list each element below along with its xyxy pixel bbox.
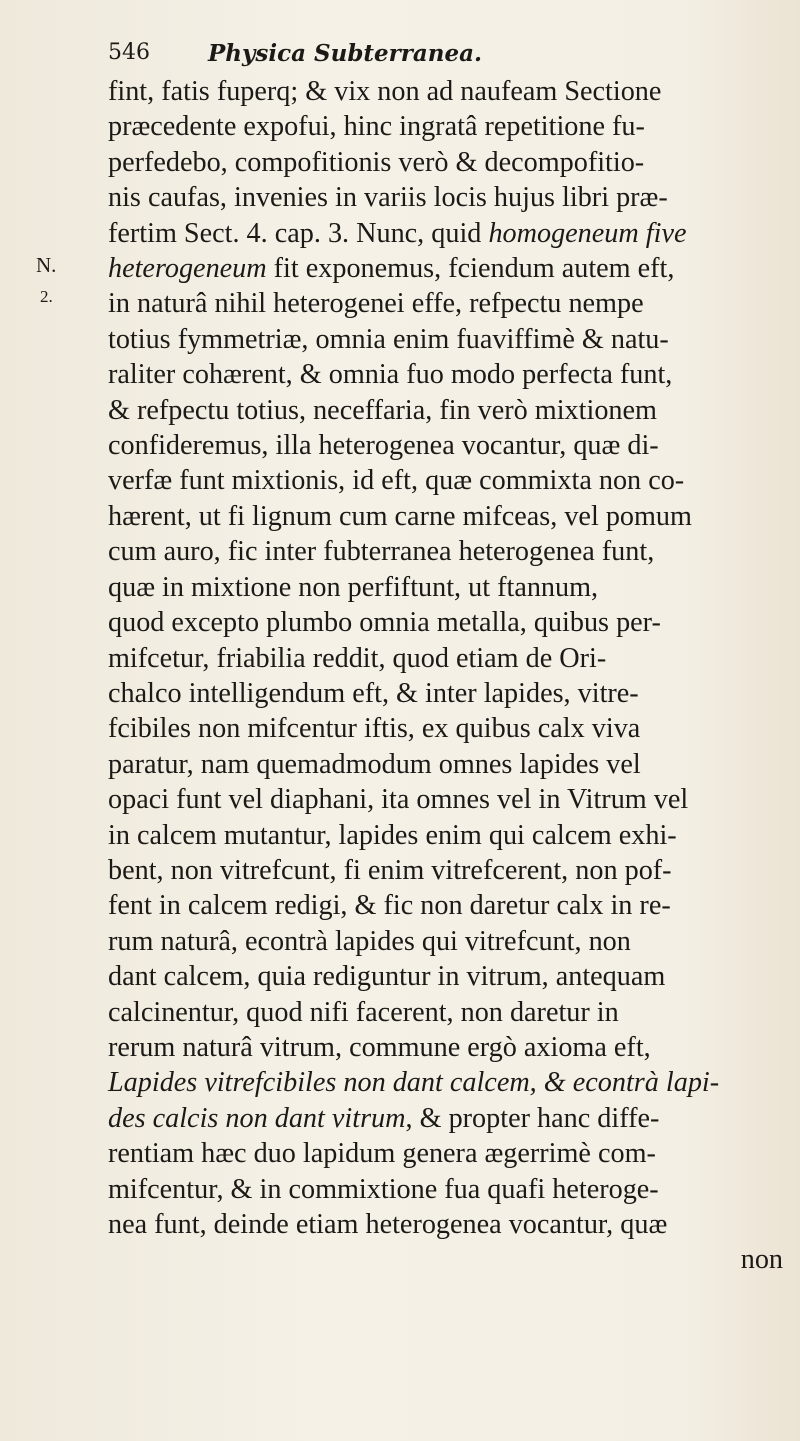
text-line <box>108 1207 783 1242</box>
text-segment: rentiam hæc duo lapidum genera ægerrimè com- <box>108 1138 656 1170</box>
text-segment: perfedebo, compofitionis verò & decompofitio- <box>108 146 645 178</box>
text-line <box>108 322 783 357</box>
text-line <box>108 1030 783 1065</box>
text-line <box>108 109 783 144</box>
italic-text: des calcis non dant vitrum <box>108 1102 406 1134</box>
margin-note: N. <box>36 253 57 277</box>
text-line <box>108 605 783 640</box>
text-line <box>108 1101 783 1136</box>
text-line <box>108 534 783 569</box>
text-line <box>108 357 783 392</box>
text-line <box>108 959 783 994</box>
text-segment: mifcentur, & in commixtione fua quafi heteroge- <box>108 1173 659 1205</box>
text-segment: fint, fatis fuperq; & vix non ad naufeam Sectione <box>108 76 662 107</box>
text-line <box>108 747 783 782</box>
text-segment: bent, non vitrefcunt, fi enim vitrefcerent, non pof- <box>108 854 672 886</box>
running-head: Physica Subterranea. <box>208 40 483 67</box>
italic-text: homogeneum five <box>488 217 687 249</box>
page-header <box>108 40 768 72</box>
text-line <box>108 818 783 853</box>
text-line <box>108 853 783 888</box>
italic-text: heterogeneum <box>108 253 267 285</box>
text-segment: fit exponemus, fciendum autem eft, <box>266 253 675 285</box>
text-line <box>108 995 783 1030</box>
text-line <box>108 393 783 428</box>
text-segment: & refpectu totius, neceffaria, fin verò mixtionem <box>108 394 657 426</box>
text-segment: quæ in mixtione non perfiftunt, ut ftannum, <box>108 571 599 603</box>
text-line <box>108 251 783 286</box>
text-segment: quod excepto plumbo omnia metalla, quibus per- <box>108 607 661 639</box>
text-segment: mifcetur, friabilia reddit, quod etiam de Ori- <box>108 642 607 674</box>
text-segment: rerum naturâ vitrum, commune ergò axioma eft, <box>108 1031 651 1063</box>
text-segment: cum auro, fic inter fubterranea heterogenea funt, <box>108 536 655 568</box>
text-line <box>108 145 783 180</box>
text-line <box>108 782 783 817</box>
text-line <box>108 428 783 463</box>
text-segment: nis caufas, invenies in variis locis hujus libri præ- <box>108 182 668 214</box>
text-line <box>108 924 783 959</box>
text-line <box>108 499 783 534</box>
text-line <box>108 1172 783 1207</box>
text-segment: rum naturâ, econtrà lapides qui vitrefcunt, non <box>108 925 631 957</box>
text-line <box>108 711 783 746</box>
text-segment: hærent, ut fi lignum cum carne mifceas, vel pomum <box>108 500 692 532</box>
text-segment: totius fymmetriæ, omnia enim fuaviffimè & natu- <box>108 323 669 355</box>
text-segment: chalco intelligendum eft, & inter lapides, vitre- <box>108 677 639 709</box>
text-line <box>108 1136 783 1171</box>
text-line <box>108 463 783 498</box>
italic-text: Lapides vitrefcibiles non dant calcem, & econtrà lapi- <box>108 1067 720 1099</box>
text-segment: confideremus, illa heterogenea vocantur, quæ di- <box>108 430 659 462</box>
text-line <box>108 286 783 321</box>
text-segment: fertim Sect. 4. cap. 3. Nunc, quid <box>108 217 489 249</box>
text-segment: raliter cohærent, & omnia fuo modo perfecta funt, <box>108 359 673 391</box>
text-line <box>108 888 783 923</box>
catchword: non <box>740 1244 783 1276</box>
text-segment: opaci funt vel diaphani, ita omnes vel in Vitrum vel <box>108 784 689 816</box>
text-segment: paratur, nam quemadmodum omnes lapides vel <box>108 748 641 780</box>
text-line <box>108 570 783 605</box>
text-segment: , & propter hanc diffe- <box>405 1102 660 1134</box>
text-line <box>108 641 783 676</box>
text-segment: calcinentur, quod nifi facerent, non daretur in <box>108 996 619 1028</box>
page-number: 546 <box>108 40 150 65</box>
body-text <box>108 74 783 1278</box>
text-line <box>108 676 783 711</box>
text-segment: nea funt, deinde etiam heterogenea vocantur, quæ <box>108 1209 668 1240</box>
text-line <box>108 1065 783 1100</box>
text-segment: in calcem mutantur, lapides enim qui calcem exhi- <box>108 819 677 851</box>
text-segment: fcibiles non mifcentur iftis, ex quibus calx viva <box>108 713 641 745</box>
text-line <box>108 74 783 109</box>
text-line <box>108 216 783 251</box>
text-segment: verfæ funt mixtionis, id eft, quæ commixta non co- <box>108 465 685 497</box>
text-segment: fent in calcem redigi, & fic non daretur calx in re- <box>108 890 671 922</box>
text-segment: præcedente expofui, hinc ingratâ repetitione fu- <box>108 111 645 143</box>
text-segment: in naturâ nihil heterogenei effe, refpectu nempe <box>108 288 644 320</box>
margin-note: 2. <box>40 287 53 306</box>
text-line <box>108 180 783 215</box>
text-segment: dant calcem, quia rediguntur in vitrum, antequam <box>108 961 666 993</box>
